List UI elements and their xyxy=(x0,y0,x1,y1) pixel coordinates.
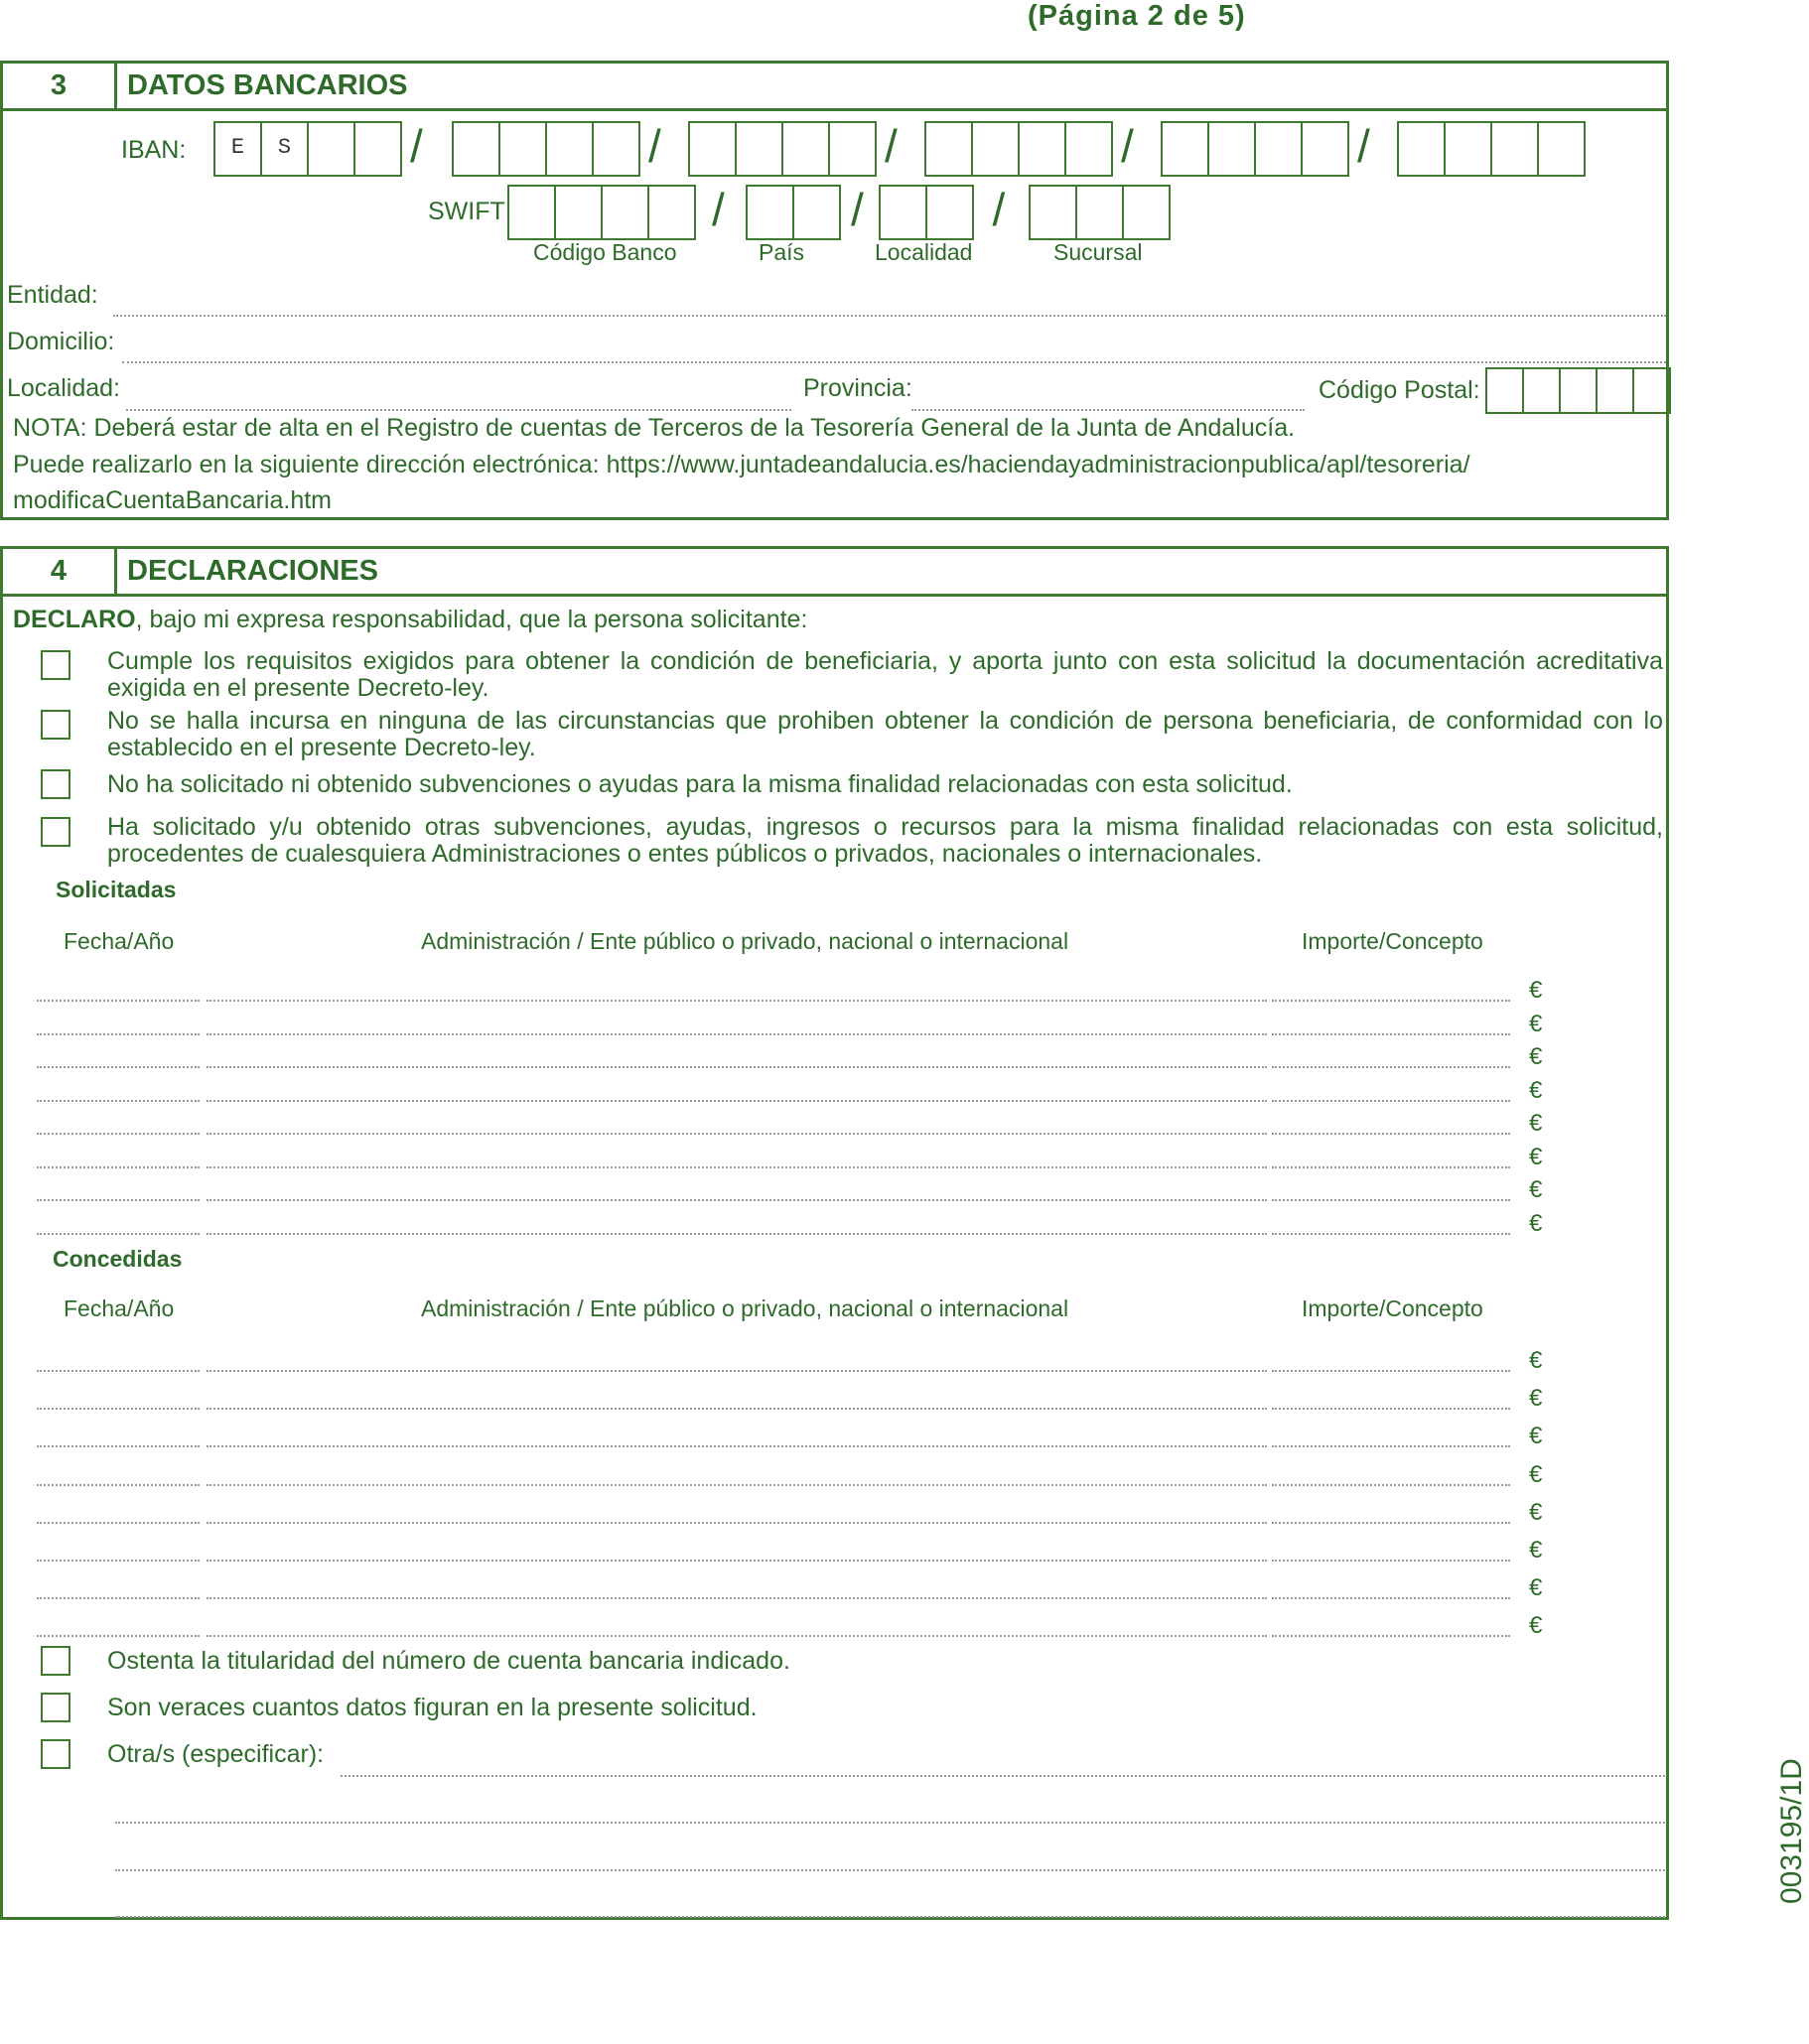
checkbox-veraces[interactable] xyxy=(41,1693,70,1722)
postal-code-cell[interactable] xyxy=(1632,367,1671,414)
euro-sign: € xyxy=(1529,1537,1543,1564)
separator-slash: / xyxy=(992,184,1006,235)
solicitadas-row-fecha-field[interactable] xyxy=(37,1100,200,1102)
localidad-label: Localidad: xyxy=(7,374,120,402)
iban-cell[interactable] xyxy=(1018,121,1066,177)
concedidas-row-fecha-field[interactable] xyxy=(37,1560,200,1562)
iban-label: IBAN: xyxy=(121,136,187,164)
section-title: DECLARACIONES xyxy=(127,555,378,587)
postal-code-label: Código Postal: xyxy=(1319,376,1480,404)
declaration-item-3: No ha solicitado ni obtenido subvenciones o ayudas para la misma finalidad relacionadas con esta solicitud. xyxy=(107,770,1293,798)
declaro-rest: , bajo mi expresa responsabilidad, que la persona solicitante: xyxy=(135,606,808,633)
checkbox-otras[interactable] xyxy=(41,1739,70,1769)
solicitadas-row-admin-field[interactable] xyxy=(207,1066,1267,1068)
concedidas-row-importe-field[interactable] xyxy=(1272,1408,1510,1410)
iban-cell[interactable] xyxy=(592,121,640,177)
swift-label: SWIFT xyxy=(428,198,505,225)
euro-sign: € xyxy=(1529,1176,1543,1203)
postal-code-cell[interactable] xyxy=(1522,367,1561,414)
concedidas-row-fecha-field[interactable] xyxy=(37,1597,200,1599)
separator-slash: / xyxy=(1121,120,1134,172)
euro-sign: € xyxy=(1529,1347,1543,1374)
solicitadas-title: Solicitadas xyxy=(56,877,177,902)
col-admin-header: Administración / Ente público o privado, nacional o internacional xyxy=(421,1295,1069,1321)
swift-cell[interactable] xyxy=(647,185,696,240)
euro-sign: € xyxy=(1529,1612,1543,1640)
declaration-item-4: Ha solicitado y/u obtenido otras subvenciones, ayudas, ingresos o recursos para la misma finalidad relacionadas con esta solicitud, procedentes de cualesquiera Administraciones o entes públicos o privados, nacionales o internacionales. xyxy=(107,813,1663,868)
solicitadas-row-fecha-field[interactable] xyxy=(37,1000,200,1002)
swift-caption-bank-code: Código Banco xyxy=(533,239,677,265)
separator-slash: / xyxy=(410,120,423,172)
concedidas-row-importe-field[interactable] xyxy=(1272,1522,1510,1524)
col-importe-header: Importe/Concepto xyxy=(1302,1295,1483,1321)
postal-code-input[interactable] xyxy=(1485,367,1669,414)
iban-cell[interactable] xyxy=(1301,121,1349,177)
separator-slash: / xyxy=(712,184,725,235)
concedidas-row-fecha-field[interactable] xyxy=(37,1408,200,1410)
solicitadas-row-admin-field[interactable] xyxy=(207,1133,1267,1135)
section-header xyxy=(3,64,1666,111)
solicitadas-row-admin-field[interactable] xyxy=(207,1033,1267,1035)
concedidas-row-fecha-field[interactable] xyxy=(37,1484,200,1486)
euro-sign: € xyxy=(1529,1110,1543,1137)
concedidas-row-importe-field[interactable] xyxy=(1272,1484,1510,1486)
declaro-intro xyxy=(13,605,807,634)
concedidas-row-fecha-field[interactable] xyxy=(37,1445,200,1447)
euro-sign: € xyxy=(1529,1143,1543,1170)
concedidas-row-admin-field[interactable] xyxy=(207,1522,1267,1524)
solicitadas-row-fecha-field[interactable] xyxy=(37,1033,200,1035)
iban-cell[interactable] xyxy=(781,121,830,177)
bank-data-section xyxy=(0,61,1669,520)
concedidas-row-admin-field[interactable] xyxy=(207,1484,1267,1486)
swift-cell[interactable] xyxy=(1122,185,1171,240)
declaration-item-1: Cumple los requisitos exigidos para obtener la condición de beneficiaria, y aporta junto con esta solicitud la documentación acreditativa exigida en el presente Decreto-ley. xyxy=(107,647,1663,702)
section-number: 3 xyxy=(3,64,117,108)
declaration-veraces: Son veraces cuantos datos figuran en la presente solicitud. xyxy=(107,1694,758,1721)
note-line-2: Puede realizarlo en la siguiente dirección electrónica: https://www.juntadeandalucia.es/haciendayadministracionpublica/apl/tesoreria/ xyxy=(13,451,1470,478)
col-fecha-header: Fecha/Año xyxy=(64,1295,175,1321)
concedidas-row-admin-field[interactable] xyxy=(207,1597,1267,1599)
checkbox-no-solicitado[interactable] xyxy=(41,769,70,799)
entidad-label: Entidad: xyxy=(7,281,98,309)
concedidas-row-admin-field[interactable] xyxy=(207,1635,1267,1637)
euro-sign: € xyxy=(1529,1043,1543,1070)
note-line-1: NOTA: Deberá estar de alta en el Registro de cuentas de Terceros de la Tesorería General de la Junta de Andalucía. xyxy=(13,414,1296,442)
iban-cell[interactable] xyxy=(545,121,594,177)
swift-caption-branch: Sucursal xyxy=(1053,239,1143,265)
otras-field-line-2[interactable] xyxy=(115,1822,1665,1824)
concedidas-title: Concedidas xyxy=(53,1246,183,1272)
col-importe-header: Importe/Concepto xyxy=(1302,928,1483,954)
solicitadas-row-importe-field[interactable] xyxy=(1272,1233,1510,1235)
concedidas-row-admin-field[interactable] xyxy=(207,1370,1267,1372)
entidad-field[interactable] xyxy=(113,315,1666,317)
concedidas-row-fecha-field[interactable] xyxy=(37,1522,200,1524)
side-form-code: 003195/1D xyxy=(1775,1758,1808,1904)
euro-sign: € xyxy=(1529,1574,1543,1602)
euro-sign: € xyxy=(1529,977,1543,1004)
iban-cell[interactable] xyxy=(735,121,783,177)
section-number: 4 xyxy=(3,549,117,594)
iban-cell[interactable]: S xyxy=(260,121,309,177)
iban-cell[interactable] xyxy=(353,121,402,177)
col-admin-header: Administración / Ente público o privado, nacional o internacional xyxy=(421,928,1069,954)
euro-sign: € xyxy=(1529,1498,1543,1526)
iban-cell[interactable] xyxy=(1537,121,1586,177)
iban-cell[interactable] xyxy=(1490,121,1539,177)
concedidas-row-importe-field[interactable] xyxy=(1272,1370,1510,1372)
solicitadas-row-importe-field[interactable] xyxy=(1272,1066,1510,1068)
swift-caption-country: País xyxy=(759,239,805,265)
checkbox-ha-solicitado[interactable] xyxy=(41,817,70,847)
declaro-bold: DECLARO xyxy=(13,606,136,633)
swift-cell[interactable] xyxy=(925,185,974,240)
concedidas-row-importe-field[interactable] xyxy=(1272,1445,1510,1447)
declaration-otras: Otra/s (especificar): xyxy=(107,1740,325,1768)
iban-input[interactable] xyxy=(213,121,1584,177)
provincia-field[interactable] xyxy=(911,409,1305,411)
section-title: DATOS BANCARIOS xyxy=(127,69,408,101)
concedidas-row-importe-field[interactable] xyxy=(1272,1597,1510,1599)
page-indicator: (Página 2 de 5) xyxy=(1028,0,1246,32)
iban-cell[interactable] xyxy=(1397,121,1446,177)
separator-slash: / xyxy=(1357,120,1370,172)
solicitadas-row-importe-field[interactable] xyxy=(1272,1133,1510,1135)
solicitadas-row-fecha-field[interactable] xyxy=(37,1066,200,1068)
concedidas-row-fecha-field[interactable] xyxy=(37,1635,200,1637)
solicitadas-row-admin-field[interactable] xyxy=(207,1100,1267,1102)
domicilio-label: Domicilio: xyxy=(7,328,115,355)
euro-sign: € xyxy=(1529,1385,1543,1413)
postal-code-cell[interactable] xyxy=(1559,367,1598,414)
col-fecha-header: Fecha/Año xyxy=(64,928,175,954)
iban-cell[interactable] xyxy=(498,121,547,177)
declaration-titularidad: Ostenta la titularidad del número de cuenta bancaria indicado. xyxy=(107,1647,790,1675)
iban-cell[interactable] xyxy=(971,121,1020,177)
iban-cell[interactable] xyxy=(1444,121,1492,177)
separator-slash: / xyxy=(885,120,898,172)
section-header xyxy=(3,549,1666,597)
euro-sign: € xyxy=(1529,1076,1543,1104)
concedidas-row-admin-field[interactable] xyxy=(207,1445,1267,1447)
solicitadas-row-fecha-field[interactable] xyxy=(37,1133,200,1135)
checkbox-no-incursa[interactable] xyxy=(41,710,70,740)
swift-input[interactable] xyxy=(507,185,1173,240)
declarations-section xyxy=(0,546,1669,1920)
declaration-item-2: No se halla incursa en ninguna de las circunstancias que prohiben obtener la condición de persona beneficiaria, de conformidad con lo establecido en el presente Decreto-ley. xyxy=(107,707,1663,761)
swift-cell[interactable] xyxy=(601,185,649,240)
swift-cell[interactable] xyxy=(879,185,927,240)
iban-cell[interactable]: E xyxy=(213,121,262,177)
solicitadas-row-admin-field[interactable] xyxy=(207,1000,1267,1002)
concedidas-row-importe-field[interactable] xyxy=(1272,1635,1510,1637)
otras-field-line-4[interactable] xyxy=(115,1916,1665,1918)
iban-cell[interactable] xyxy=(828,121,877,177)
iban-cell[interactable] xyxy=(307,121,355,177)
swift-cell[interactable] xyxy=(746,185,794,240)
provincia-label: Provincia: xyxy=(803,374,912,402)
domicilio-field[interactable] xyxy=(122,361,1666,363)
solicitadas-row-importe-field[interactable] xyxy=(1272,1033,1510,1035)
swift-cell[interactable] xyxy=(507,185,556,240)
concedidas-row-admin-field[interactable] xyxy=(207,1560,1267,1562)
iban-cell[interactable] xyxy=(1254,121,1303,177)
solicitadas-row-importe-field[interactable] xyxy=(1272,1166,1510,1168)
swift-cell[interactable] xyxy=(554,185,603,240)
solicitadas-row-admin-field[interactable] xyxy=(207,1166,1267,1168)
solicitadas-row-importe-field[interactable] xyxy=(1272,1100,1510,1102)
solicitadas-row-admin-field[interactable] xyxy=(207,1199,1267,1201)
checkbox-titularidad[interactable] xyxy=(41,1646,70,1676)
postal-code-cell[interactable] xyxy=(1485,367,1524,414)
euro-sign: € xyxy=(1529,1423,1543,1450)
solicitadas-row-admin-field[interactable] xyxy=(207,1233,1267,1235)
concedidas-row-importe-field[interactable] xyxy=(1272,1560,1510,1562)
euro-sign: € xyxy=(1529,1010,1543,1037)
separator-slash: / xyxy=(648,120,661,172)
swift-caption-locality: Localidad xyxy=(875,239,973,265)
iban-cell[interactable] xyxy=(1161,121,1209,177)
iban-cell[interactable] xyxy=(1064,121,1113,177)
localidad-field[interactable] xyxy=(126,409,791,411)
euro-sign: € xyxy=(1529,1209,1543,1237)
solicitadas-row-fecha-field[interactable] xyxy=(37,1199,200,1201)
solicitadas-row-importe-field[interactable] xyxy=(1272,1199,1510,1201)
swift-cell[interactable] xyxy=(1029,185,1077,240)
concedidas-row-fecha-field[interactable] xyxy=(37,1370,200,1372)
concedidas-row-admin-field[interactable] xyxy=(207,1408,1267,1410)
swift-cell[interactable] xyxy=(792,185,841,240)
postal-code-cell[interactable] xyxy=(1596,367,1634,414)
iban-cell[interactable] xyxy=(1207,121,1256,177)
otras-field-line-3[interactable] xyxy=(115,1869,1665,1871)
iban-cell[interactable] xyxy=(924,121,973,177)
euro-sign: € xyxy=(1529,1460,1543,1488)
iban-cell[interactable] xyxy=(452,121,500,177)
swift-cell[interactable] xyxy=(1075,185,1124,240)
separator-slash: / xyxy=(851,184,864,235)
solicitadas-row-importe-field[interactable] xyxy=(1272,1000,1510,1002)
otras-field-line-1[interactable] xyxy=(341,1775,1665,1777)
solicitadas-row-fecha-field[interactable] xyxy=(37,1166,200,1168)
note-line-3: modificaCuentaBancaria.htm xyxy=(13,486,332,514)
checkbox-requisitos[interactable] xyxy=(41,650,70,680)
iban-cell[interactable] xyxy=(688,121,737,177)
solicitadas-row-fecha-field[interactable] xyxy=(37,1233,200,1235)
